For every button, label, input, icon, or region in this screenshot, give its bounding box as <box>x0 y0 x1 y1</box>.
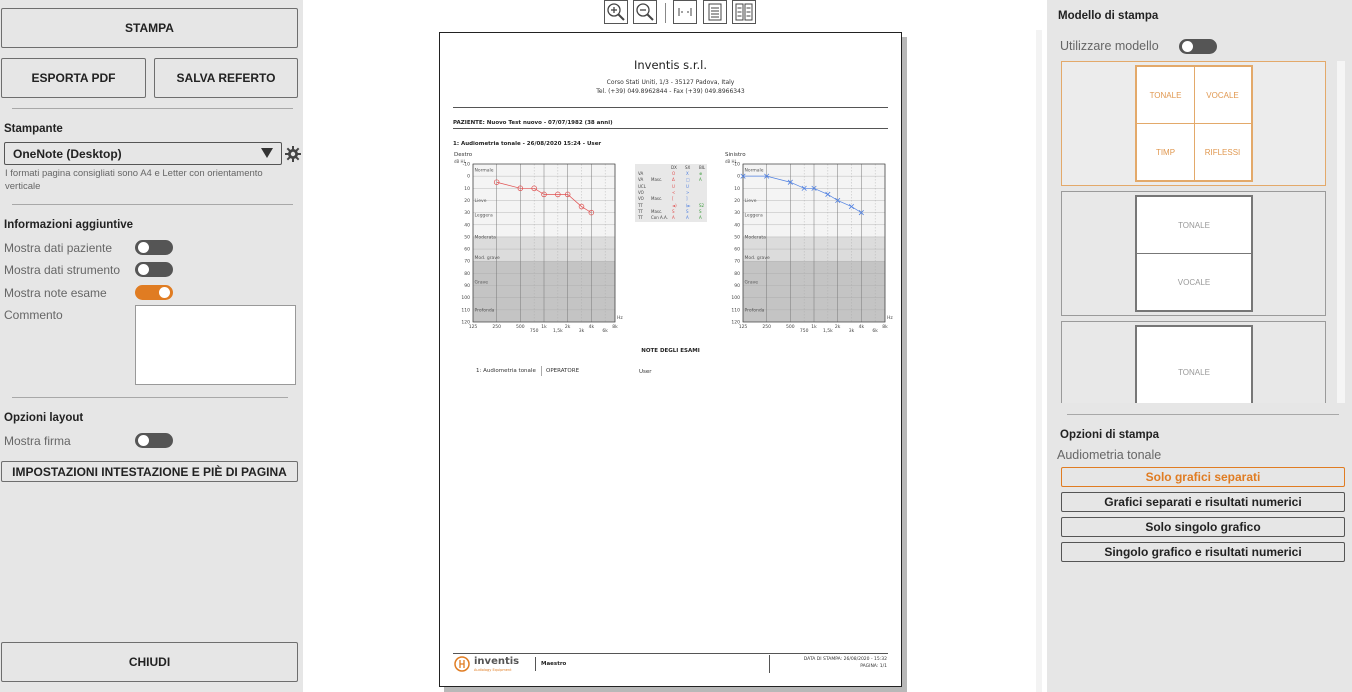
footer-divider <box>535 657 536 671</box>
template-option[interactable] <box>1061 61 1326 186</box>
x-tick-label: 4k <box>858 325 865 330</box>
y-tick-label: 10 <box>734 186 740 192</box>
x-tick-label: 2k <box>564 325 571 330</box>
option-single-chart-numeric[interactable]: Singolo grafico e risultati numerici <box>1061 542 1345 562</box>
legend-symbol-left: > <box>686 189 690 195</box>
two-pages-icon[interactable] <box>732 0 756 24</box>
x-tick-label: 125 <box>738 325 748 330</box>
legend-symbol-left: (► <box>686 202 691 208</box>
exam-name: Audiometria tonale <box>1057 448 1162 462</box>
option-separate-charts-numeric[interactable]: Grafici separati e risultati numerici <box>1061 492 1345 512</box>
note-user: User <box>639 369 652 375</box>
legend-row-name: UCL <box>638 183 646 189</box>
fit-width-icon[interactable] <box>673 0 697 24</box>
page-rule <box>453 107 888 108</box>
band-label: Normale <box>744 168 764 174</box>
y-tick-label: 50 <box>734 235 740 241</box>
symbol-legend <box>635 164 707 222</box>
divider <box>12 108 293 109</box>
y-tick-label: 30 <box>464 211 470 217</box>
logo-text: inventis <box>474 656 520 667</box>
x-tick-label: 750 <box>799 329 809 333</box>
toggle-use-template[interactable] <box>1179 39 1217 54</box>
company-phone: Tel. (+39) 049.8962844 - Fax (+39) 049.8966343 <box>596 88 745 95</box>
legend-symbol-right: U <box>672 183 675 189</box>
audiogram-left <box>710 148 900 333</box>
template-option[interactable] <box>1061 321 1326 403</box>
layout-heading: Opzioni layout <box>4 412 84 424</box>
divider <box>12 204 293 205</box>
y-tick-label: 0 <box>737 174 740 180</box>
legend-symbol-left: ] <box>686 196 688 202</box>
template-cell: TONALE <box>1178 220 1210 230</box>
printer-heading: Stampante <box>4 123 63 135</box>
legend-row-name: TT <box>638 208 643 214</box>
x-tick-label: 8k <box>612 325 618 330</box>
export-pdf-button[interactable]: ESPORTA PDF <box>1 58 146 98</box>
x-tick-label: 1k <box>811 325 817 330</box>
legend-row-name: TT <box>638 202 643 208</box>
axis-unit-db: dB HL <box>725 159 737 164</box>
print-button[interactable]: STAMPA <box>1 8 298 48</box>
printer-note: I formati pagina consigliati sono A4 e Letter con orientamento verticale <box>5 168 263 192</box>
y-tick-label: 110 <box>461 308 470 314</box>
printer-select[interactable] <box>4 142 282 165</box>
legend-row-sub: Con A.A. <box>651 215 668 221</box>
test-title: 1: Audiometria tonale - 26/08/2020 15:24 - User <box>453 141 602 147</box>
template-heading: Modello di stampa <box>1058 10 1159 22</box>
template-cell: VOCALE <box>1206 90 1239 100</box>
x-tick-label: 6k <box>602 329 608 333</box>
legend-row-name: VO <box>638 189 644 195</box>
legend-symbol-right: < <box>672 189 676 195</box>
gear-icon[interactable] <box>285 146 301 162</box>
y-tick-label: 20 <box>464 198 470 204</box>
signature-label: Mostra firma <box>4 434 71 448</box>
template-scrollbar[interactable] <box>1337 61 1345 403</box>
toggle-label-device: Mostra dati strumento <box>4 263 121 277</box>
save-report-button[interactable]: SALVA REFERTO <box>154 58 298 98</box>
y-tick-label: -10 <box>462 162 470 168</box>
toggle-patient-data[interactable] <box>135 240 173 255</box>
chart-title: Sinistro <box>725 152 746 158</box>
legend-row-name: TT <box>638 215 643 221</box>
x-tick-label: 2k <box>834 325 841 330</box>
y-tick-label: 70 <box>464 259 470 265</box>
axis-unit-hz: Hz <box>617 316 623 321</box>
x-tick-label: 1,5k <box>822 329 833 333</box>
x-tick-label: 750 <box>529 329 539 333</box>
single-page-icon[interactable] <box>703 0 727 24</box>
legend-symbol-left: □ <box>686 177 690 183</box>
band-label: Grave <box>744 280 759 286</box>
printer-value: OneNote (Desktop) <box>13 147 122 161</box>
legend-header: BIL <box>699 165 706 170</box>
band-label: Leggera <box>744 213 763 219</box>
comment-textarea[interactable] <box>135 305 296 385</box>
page-rule <box>453 128 888 129</box>
band-label: Moderata <box>744 235 766 241</box>
band-label: Mod. grave <box>474 256 500 262</box>
toggle-label-notes: Mostra note esame <box>4 286 107 300</box>
band-label: Profonda <box>474 308 495 314</box>
close-button[interactable]: CHIUDI <box>1 642 298 682</box>
legend-symbol-right: A <box>672 215 675 221</box>
audiogram-right <box>440 148 630 333</box>
zoom-out-icon[interactable] <box>633 0 657 24</box>
toggle-signature[interactable] <box>135 433 173 448</box>
y-tick-label: 70 <box>734 259 740 265</box>
template-cell: TONALE <box>1178 367 1210 377</box>
note-exam: 1: Audiometria tonale <box>476 368 536 374</box>
x-tick-label: 125 <box>468 325 478 330</box>
legend-symbol-bilateral: A <box>699 215 702 221</box>
option-separate-charts[interactable]: Solo grafici separati <box>1061 467 1345 487</box>
print-options-heading: Opzioni di stampa <box>1060 429 1160 441</box>
notes-title: NOTE DEGLI ESAMI <box>641 348 700 354</box>
footer-device: Maestro <box>541 661 567 667</box>
right-panel <box>1047 0 1352 692</box>
y-tick-label: 40 <box>464 223 470 229</box>
y-tick-label: 100 <box>731 296 740 302</box>
legend-symbol-right: [ <box>672 196 674 202</box>
logo-tagline: Audiology Equipment <box>474 668 512 672</box>
footer-rule <box>453 653 888 654</box>
template-cell: TIMP <box>1155 147 1176 157</box>
band-label: Lieve <box>474 198 487 204</box>
footer-page: PAGINA: 1/1 <box>860 664 887 669</box>
template-cell: TONALE <box>1149 90 1182 100</box>
company-address: Corso Stati Uniti, 1/3 - 35127 Padova, Italy <box>606 79 735 86</box>
y-tick-label: 10 <box>464 186 470 192</box>
left-panel <box>0 0 303 692</box>
y-tick-label: 90 <box>464 284 470 290</box>
legend-row-sub: Masc. <box>651 196 663 202</box>
legend-symbol-bilateral: A <box>699 177 702 183</box>
legend-symbol-left: X <box>686 171 689 176</box>
band-label: Lieve <box>744 198 757 204</box>
chart-title: Destro <box>454 152 473 158</box>
y-tick-label: 0 <box>467 174 470 180</box>
comment-label: Commento <box>4 308 63 322</box>
x-tick-label: 1,5k <box>552 329 563 333</box>
band-label: Normale <box>474 168 494 174</box>
y-tick-label: 90 <box>734 284 740 290</box>
legend-symbol-right: S <box>672 208 675 214</box>
chevron-down-icon <box>261 148 273 158</box>
legend-symbol-bilateral: ⊕ <box>699 171 703 176</box>
legend-row-sub: Masc. <box>651 208 663 214</box>
band-label: Grave <box>474 280 489 286</box>
legend-header: SX <box>685 165 691 170</box>
y-tick-label: 50 <box>464 235 470 241</box>
toggle-label-patient: Mostra dati paziente <box>4 241 113 255</box>
axis-unit-hz: Hz <box>887 316 893 321</box>
template-option[interactable] <box>1061 191 1326 316</box>
x-tick-label: 500 <box>516 325 525 330</box>
y-tick-label: 60 <box>464 247 470 253</box>
legend-symbol-right: Δ <box>672 177 675 183</box>
x-tick-label: 3k <box>848 329 855 333</box>
band-label: Profonda <box>744 308 765 314</box>
company-name: Inventis s.r.l. <box>633 58 708 72</box>
patient-line: PAZIENTE: Nuovo Test nuovo - 07/07/1982 (38 anni) <box>453 120 613 126</box>
legend-symbol-left: A <box>686 215 689 221</box>
legend-row-name: VA <box>638 177 644 183</box>
legend-symbol-right: ◄) <box>672 202 677 208</box>
x-tick-label: 4k <box>588 325 595 330</box>
extra-info-heading: Informazioni aggiuntive <box>4 219 134 231</box>
band-label: Moderata <box>474 235 496 241</box>
y-tick-label: 20 <box>734 198 740 204</box>
legend-symbol-bilateral: S <box>699 208 702 214</box>
toggle-device-data[interactable] <box>135 262 173 277</box>
legend-header: DX <box>671 165 677 170</box>
legend-symbol-left: S <box>686 208 689 214</box>
x-tick-label: 6k <box>872 329 878 333</box>
y-tick-label: 110 <box>731 308 740 314</box>
note-operator: OPERATORE <box>546 368 580 374</box>
zoom-in-icon[interactable] <box>604 0 628 24</box>
template-cell: VOCALE <box>1177 277 1211 287</box>
x-tick-label: 8k <box>882 325 888 330</box>
x-tick-label: 1k <box>541 325 547 330</box>
x-tick-label: 3k <box>578 329 585 333</box>
note-divider <box>541 366 542 376</box>
toolbar-separator <box>665 3 666 23</box>
legend-row-sub: Masc. <box>651 177 663 183</box>
band-label: Mod. grave <box>744 256 770 262</box>
inventis-logo <box>454 656 470 672</box>
template-list <box>1047 59 1352 403</box>
preview-page <box>439 32 902 687</box>
legend-row-name: VA <box>638 171 644 176</box>
y-tick-label: 120 <box>461 320 470 326</box>
footer-divider <box>769 655 770 673</box>
x-tick-label: 500 <box>786 325 795 330</box>
x-tick-label: 250 <box>492 325 501 330</box>
y-tick-label: 30 <box>734 211 740 217</box>
header-footer-settings-button[interactable]: IMPOSTAZIONI INTESTAZIONE E PIÈ DI PAGINA <box>1 461 298 482</box>
legend-symbol-bilateral: S2 <box>699 202 705 208</box>
y-tick-label: -10 <box>732 162 740 168</box>
axis-unit-db: dB HL <box>454 159 466 164</box>
toggle-exam-notes[interactable] <box>135 285 173 300</box>
print-preview-area <box>303 0 1036 692</box>
use-template-label: Utilizzare modello <box>1060 39 1159 53</box>
divider <box>12 397 288 398</box>
legend-symbol-left: U <box>686 183 689 189</box>
y-tick-label: 60 <box>734 247 740 253</box>
divider <box>1067 414 1339 415</box>
legend-row-name: VO <box>638 196 644 202</box>
template-cell: RIFLESSI <box>1204 147 1241 157</box>
option-single-chart[interactable]: Solo singolo grafico <box>1061 517 1345 537</box>
band-label: Leggera <box>474 213 493 219</box>
y-tick-label: 80 <box>464 271 470 277</box>
y-tick-label: 100 <box>461 296 470 302</box>
y-tick-label: 80 <box>734 271 740 277</box>
legend-symbol-right: O <box>672 171 676 176</box>
x-tick-label: 250 <box>762 325 771 330</box>
preview-scrollbar[interactable] <box>1036 30 1042 692</box>
footer-date: DATA DI STAMPA: 26/08/2020 - 15:32 <box>803 657 887 662</box>
y-tick-label: 40 <box>734 223 740 229</box>
y-tick-label: 120 <box>731 320 740 326</box>
